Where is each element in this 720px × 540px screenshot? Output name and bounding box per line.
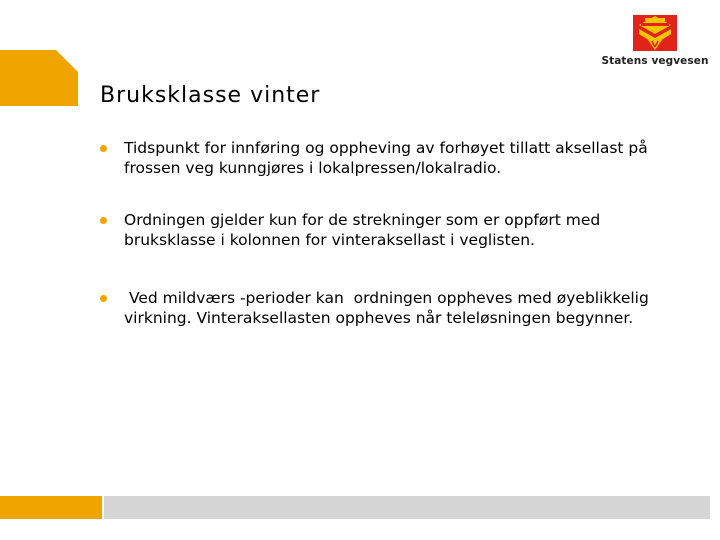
bullet-item (98, 288, 658, 328)
slide-title: Bruksklasse vinter (100, 83, 321, 108)
bullet-list (98, 138, 658, 328)
orange-wedge-shape (0, 50, 78, 106)
orange-corner-wedge (0, 50, 78, 110)
bullet-text: Tidspunkt for innføring og oppheving av forhøyet tillatt aksellast på frossen veg kunngjøres i lokalpressen/lokalradio. (124, 139, 648, 177)
bullet-item (98, 210, 658, 250)
bullet-dot-icon (100, 217, 107, 224)
bullet-text: Ordningen gjelder kun for de strekninger som er oppført med bruksklasse i kolonnen for vinteraksellast i veglisten. (124, 211, 601, 249)
bullet-item (98, 138, 658, 178)
bullet-text: Ved mildværs -perioder kan ordningen oppheves med øyeblikkelig virkning. Vinteraksellasten oppheves når teleløsningen begynner. (124, 289, 654, 327)
footer-orange-block (0, 496, 102, 519)
logo-wordmark: Statens vegvesen (601, 55, 709, 67)
statens-vegvesen-emblem-icon (631, 14, 679, 54)
footer-gray-block (104, 496, 710, 519)
statens-vegvesen-logo (600, 14, 710, 70)
footer-bar (0, 496, 720, 519)
bullet-dot-icon (100, 295, 107, 302)
bullet-dot-icon (100, 145, 107, 152)
